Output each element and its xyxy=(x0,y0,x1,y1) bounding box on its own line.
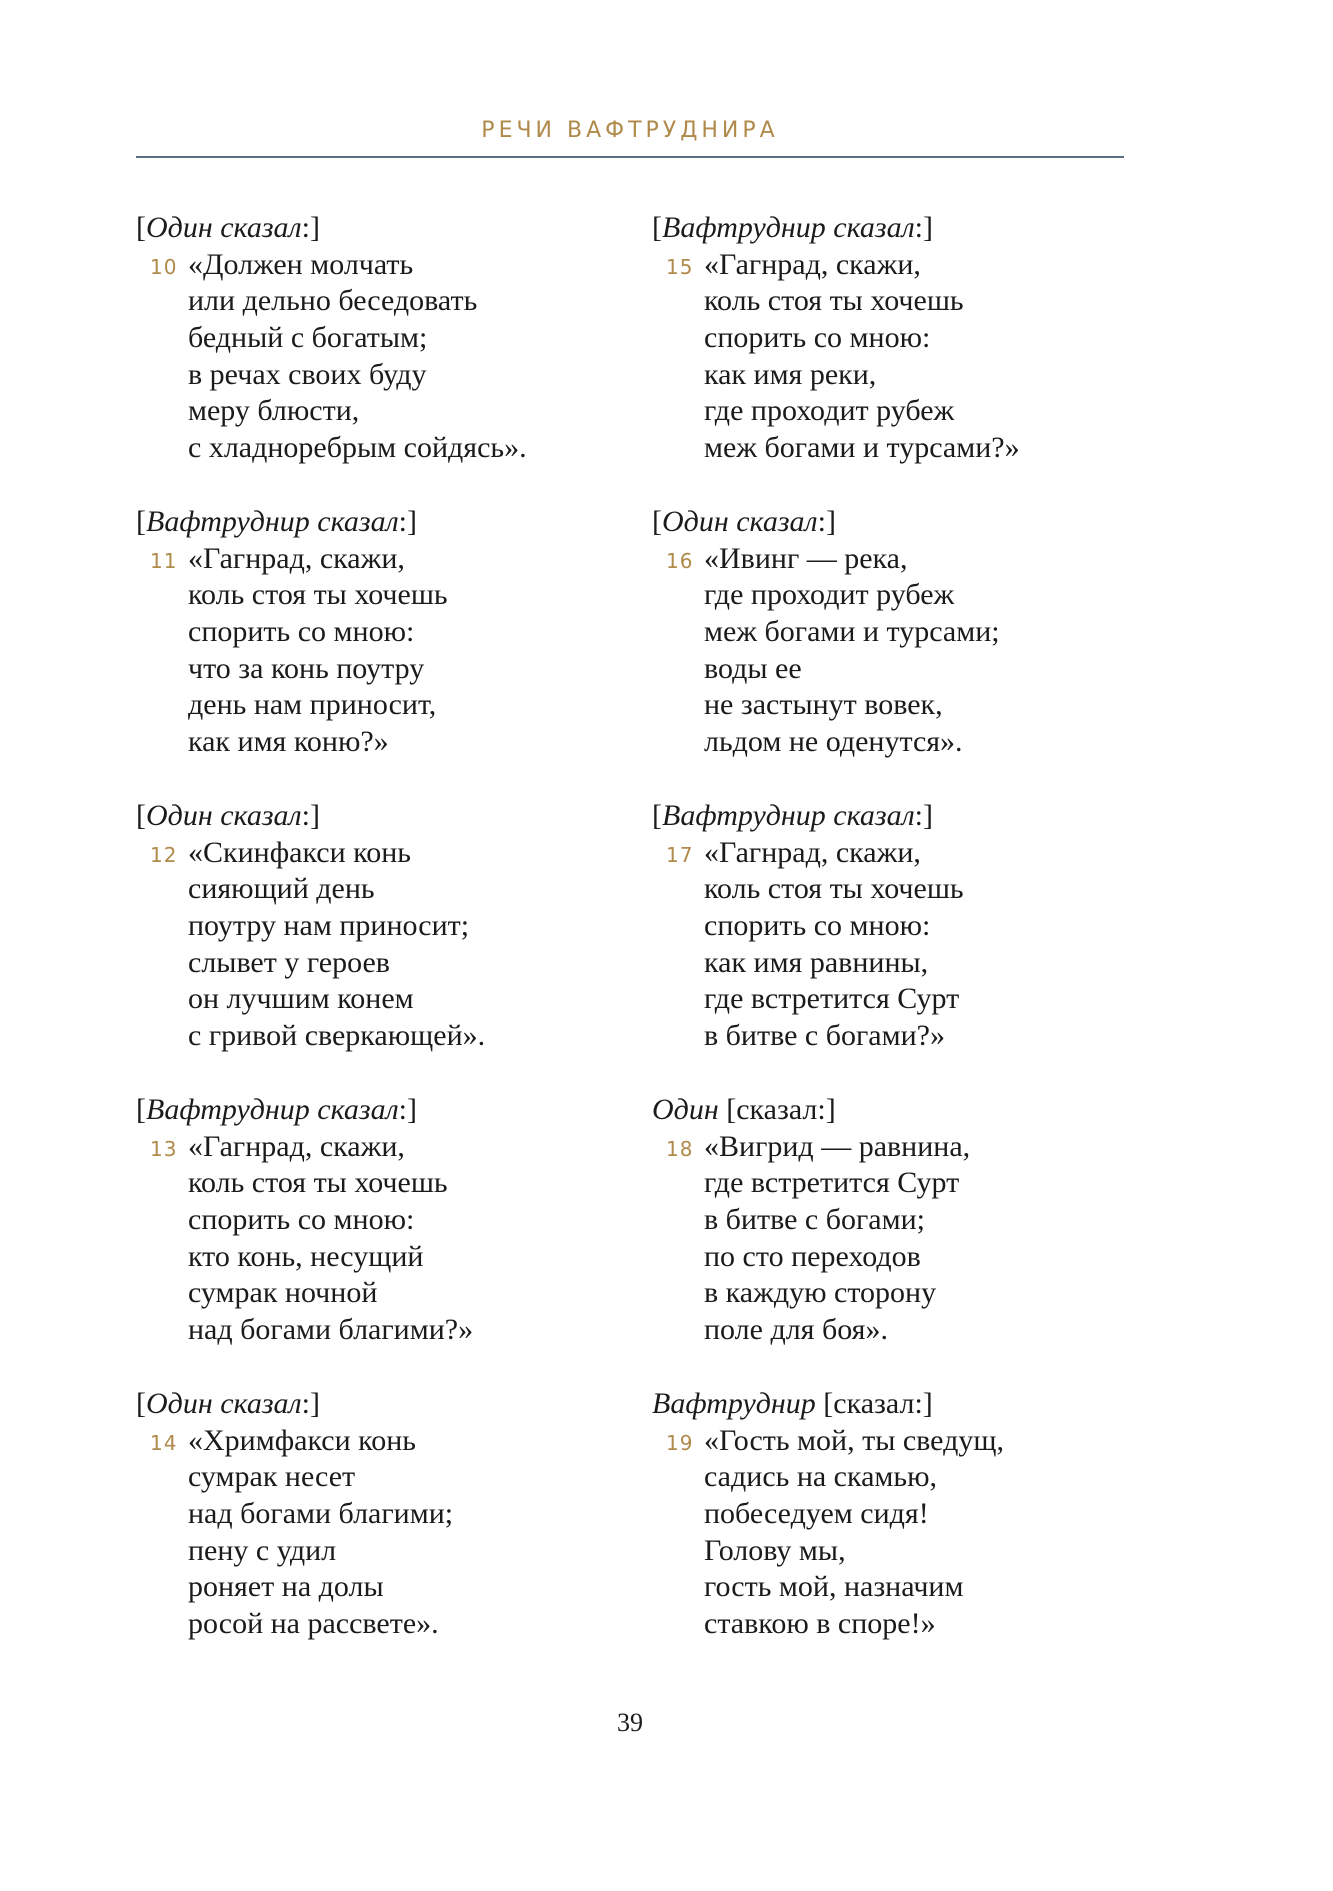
verse-text: над богами благими?» xyxy=(188,1313,474,1347)
verse-text: побеседуем сидя! xyxy=(704,1497,929,1531)
speaker-bracket-close: [сказал:] xyxy=(815,1387,933,1420)
verse-text: коль стоя ты хочешь xyxy=(188,578,448,612)
stanza xyxy=(652,210,1132,504)
verse-line xyxy=(652,1239,1132,1276)
verse-line xyxy=(136,1459,616,1496)
verse-line xyxy=(652,283,1132,320)
verse-line xyxy=(652,393,1132,430)
verse-line xyxy=(652,1275,1132,1312)
verse-text: бедный с богатым; xyxy=(188,321,428,355)
verse-text: как имя реки, xyxy=(704,357,877,391)
verse-text: «Гагнрад, скажи, xyxy=(704,835,921,869)
verse-text: «Гагнрад, скажи, xyxy=(188,1129,405,1163)
verse-text: гость мой, назначим xyxy=(704,1570,964,1604)
verse-line xyxy=(136,614,616,651)
stanza xyxy=(652,504,1132,798)
verse-text: поутру нам приносит; xyxy=(188,909,470,943)
verse-text: «Ивинг — река, xyxy=(704,541,908,575)
verse-line xyxy=(652,541,1132,578)
verse-line xyxy=(136,1129,616,1166)
verse-text: в битве с богами; xyxy=(704,1203,925,1237)
verse-line xyxy=(652,614,1132,651)
verse-line xyxy=(136,1312,616,1349)
verse-line xyxy=(136,1606,616,1643)
verse-text: с хладноребрым сойдясь». xyxy=(188,431,527,465)
speaker-bracket-open: [ xyxy=(136,1093,146,1126)
speaker-line xyxy=(652,210,1132,247)
verse-text: как имя коню?» xyxy=(188,725,389,759)
verse-text: где встретится Сурт xyxy=(704,982,960,1016)
verse-line xyxy=(136,1569,616,1606)
verse-line xyxy=(652,687,1132,724)
verse-text: сияющий день xyxy=(188,872,375,906)
speaker-bracket-close: :] xyxy=(301,211,320,244)
verse-text: спорить со мною: xyxy=(704,909,931,943)
verse-line xyxy=(136,908,616,945)
verse-line xyxy=(136,945,616,982)
speaker-line xyxy=(136,1092,616,1129)
speaker-line xyxy=(136,798,616,835)
speaker-name: Один сказал xyxy=(146,799,302,832)
speaker-name: Один сказал xyxy=(146,211,302,244)
speaker-bracket-open: [ xyxy=(136,799,146,832)
verse-line xyxy=(652,1312,1132,1349)
verse-line xyxy=(652,357,1132,394)
verse-line xyxy=(136,1239,616,1276)
speaker-bracket-open: [ xyxy=(652,211,662,244)
stanza xyxy=(136,504,616,798)
verse-line xyxy=(136,430,616,467)
verse-text: коль стоя ты хочешь xyxy=(704,872,964,906)
verse-line xyxy=(652,577,1132,614)
verse-line xyxy=(652,430,1132,467)
verse-line xyxy=(652,1459,1132,1496)
verse-text: кто конь, несущий xyxy=(188,1239,424,1273)
verse-text: он лучшим конем xyxy=(188,982,414,1016)
stanza xyxy=(136,1092,616,1386)
stanza-number: 14 xyxy=(150,1430,178,1455)
verse-line xyxy=(652,835,1132,872)
speaker-bracket-close: :] xyxy=(398,1093,417,1126)
verse-text: коль стоя ты хочешь xyxy=(704,284,964,318)
speaker-name: Вафтруднир сказал xyxy=(146,1093,399,1126)
verse-text: где проходит рубеж xyxy=(704,578,955,612)
speaker-line xyxy=(652,1092,1132,1129)
verse-text: не застынут вовек, xyxy=(704,688,943,722)
verse-text: спорить со мною: xyxy=(188,615,415,649)
speaker-bracket-close: :] xyxy=(301,799,320,832)
verse-line xyxy=(652,871,1132,908)
stanza-number: 12 xyxy=(150,842,178,867)
verse-text: Голову мы, xyxy=(704,1533,846,1567)
verse-text: слывет у героев xyxy=(188,945,390,979)
verse-line xyxy=(136,871,616,908)
speaker-name: Один сказал xyxy=(146,1387,302,1420)
verse-text: спорить со мною: xyxy=(704,321,931,355)
verse-line xyxy=(652,651,1132,688)
verse-line xyxy=(136,1533,616,1570)
stanza-number: 18 xyxy=(666,1136,694,1161)
stanza-number: 16 xyxy=(666,548,694,573)
speaker-bracket-close: :] xyxy=(914,211,933,244)
stanza-number: 15 xyxy=(666,254,694,279)
speaker-bracket-open: [ xyxy=(136,505,146,538)
speaker-bracket-open: [ xyxy=(652,505,662,538)
verse-text: как имя равнины, xyxy=(704,945,929,979)
verse-text: день нам приносит, xyxy=(188,688,437,722)
speaker-bracket-close: :] xyxy=(914,799,933,832)
left-column xyxy=(136,210,616,1680)
verse-line xyxy=(652,1018,1132,1055)
verse-text: спорить со мною: xyxy=(188,1203,415,1237)
speaker-bracket-open: [ xyxy=(136,211,146,244)
verse-line xyxy=(136,1165,616,1202)
verse-line xyxy=(136,835,616,872)
verse-line xyxy=(652,724,1132,761)
stanza-number: 11 xyxy=(150,548,178,573)
verse-line xyxy=(136,247,616,284)
verse-text: коль стоя ты хочешь xyxy=(188,1166,448,1200)
speaker-bracket-close: :] xyxy=(817,505,836,538)
verse-text: «Скинфакси конь xyxy=(188,835,411,869)
verse-line xyxy=(652,1496,1132,1533)
verse-text: меж богами и турсами?» xyxy=(704,431,1020,465)
verse-text: «Гость мой, ты сведущ, xyxy=(704,1423,1004,1457)
verse-text: сумрак ночной xyxy=(188,1276,378,1310)
verse-text: с гривой сверкающей». xyxy=(188,1019,486,1053)
verse-text: меж богами и турсами; xyxy=(704,615,1000,649)
stanza-number: 19 xyxy=(666,1430,694,1455)
speaker-line xyxy=(652,1386,1132,1423)
speaker-name: Один сказал xyxy=(662,505,818,538)
speaker-name: Вафтруднир xyxy=(652,1387,816,1420)
verse-line xyxy=(652,981,1132,1018)
verse-line xyxy=(652,1165,1132,1202)
verse-line xyxy=(136,1423,616,1460)
verse-line xyxy=(136,1202,616,1239)
verse-text: ставкою в споре!» xyxy=(704,1607,936,1641)
speaker-name: Вафтруднир сказал xyxy=(662,211,915,244)
speaker-bracket-open: [ xyxy=(136,1387,146,1420)
verse-line xyxy=(136,541,616,578)
verse-line xyxy=(136,357,616,394)
stanza-number: 10 xyxy=(150,254,178,279)
verse-text: «Гагнрад, скажи, xyxy=(188,541,405,575)
verse-text: «Должен молчать xyxy=(188,247,414,281)
speaker-bracket-close: :] xyxy=(398,505,417,538)
page-number: 39 xyxy=(617,1708,643,1737)
verse-text: по сто переходов xyxy=(704,1239,921,1273)
verse-line xyxy=(136,981,616,1018)
stanza xyxy=(136,210,616,504)
verse-line xyxy=(136,1275,616,1312)
verse-text: где встретится Сурт xyxy=(704,1166,960,1200)
verse-line xyxy=(136,577,616,614)
speaker-bracket-open: [ xyxy=(652,799,662,832)
verse-text: пену с удил xyxy=(188,1533,337,1567)
stanza xyxy=(652,1386,1132,1680)
verse-text: сумрак несет xyxy=(188,1460,356,1494)
verse-text: меру блюсти, xyxy=(188,394,360,428)
verse-text: «Вигрид — равнина, xyxy=(704,1129,971,1163)
verse-text: над богами благими; xyxy=(188,1497,454,1531)
verse-line xyxy=(652,247,1132,284)
header-rule xyxy=(136,156,1124,158)
stanza xyxy=(652,798,1132,1092)
speaker-bracket-close: :] xyxy=(301,1387,320,1420)
speaker-line xyxy=(136,504,616,541)
verse-text: воды ее xyxy=(704,651,802,685)
verse-line xyxy=(652,1606,1132,1643)
verse-text: где проходит рубеж xyxy=(704,394,955,428)
verse-line xyxy=(136,687,616,724)
verse-text: льдом не оденутся». xyxy=(704,725,963,759)
verse-line xyxy=(652,1129,1132,1166)
verse-line xyxy=(652,908,1132,945)
verse-line xyxy=(136,724,616,761)
speaker-line xyxy=(652,504,1132,541)
verse-line xyxy=(136,320,616,357)
speaker-line xyxy=(136,1386,616,1423)
verse-text: поле для боя». xyxy=(704,1313,888,1347)
verse-line xyxy=(652,945,1132,982)
stanza xyxy=(652,1092,1132,1386)
speaker-line xyxy=(652,798,1132,835)
speaker-name: Вафтруднир сказал xyxy=(662,799,915,832)
stanza xyxy=(136,1386,616,1680)
verse-line xyxy=(652,1569,1132,1606)
stanza xyxy=(136,798,616,1092)
verse-text: в битве с богами?» xyxy=(704,1019,945,1053)
verse-line xyxy=(652,320,1132,357)
speaker-name: Вафтруднир сказал xyxy=(146,505,399,538)
running-head: РЕЧИ ВАФТРУДНИРА xyxy=(481,118,779,143)
verse-line xyxy=(652,1533,1132,1570)
verse-line xyxy=(136,1018,616,1055)
verse-line xyxy=(136,1496,616,1533)
verse-line xyxy=(652,1423,1132,1460)
speaker-name: Один xyxy=(652,1093,719,1126)
verse-text: садись на скамью, xyxy=(704,1460,938,1494)
verse-line xyxy=(136,283,616,320)
verse-text: «Хримфакси конь xyxy=(188,1423,416,1457)
stanza-number: 13 xyxy=(150,1136,178,1161)
right-column xyxy=(652,210,1132,1680)
verse-text: или дельно беседовать xyxy=(188,284,478,318)
verse-text: в каждую сторону xyxy=(704,1276,937,1310)
verse-text: росой на рассвете». xyxy=(188,1607,439,1641)
verse-text: «Гагнрад, скажи, xyxy=(704,247,921,281)
verse-line xyxy=(136,393,616,430)
verse-line xyxy=(136,651,616,688)
verse-text: роняет на долы xyxy=(188,1570,384,1604)
stanza-number: 17 xyxy=(666,842,694,867)
speaker-line xyxy=(136,210,616,247)
verse-line xyxy=(652,1202,1132,1239)
verse-text: что за конь поутру xyxy=(188,651,425,685)
verse-text: в речах своих буду xyxy=(188,357,427,391)
speaker-bracket-close: [сказал:] xyxy=(718,1093,836,1126)
